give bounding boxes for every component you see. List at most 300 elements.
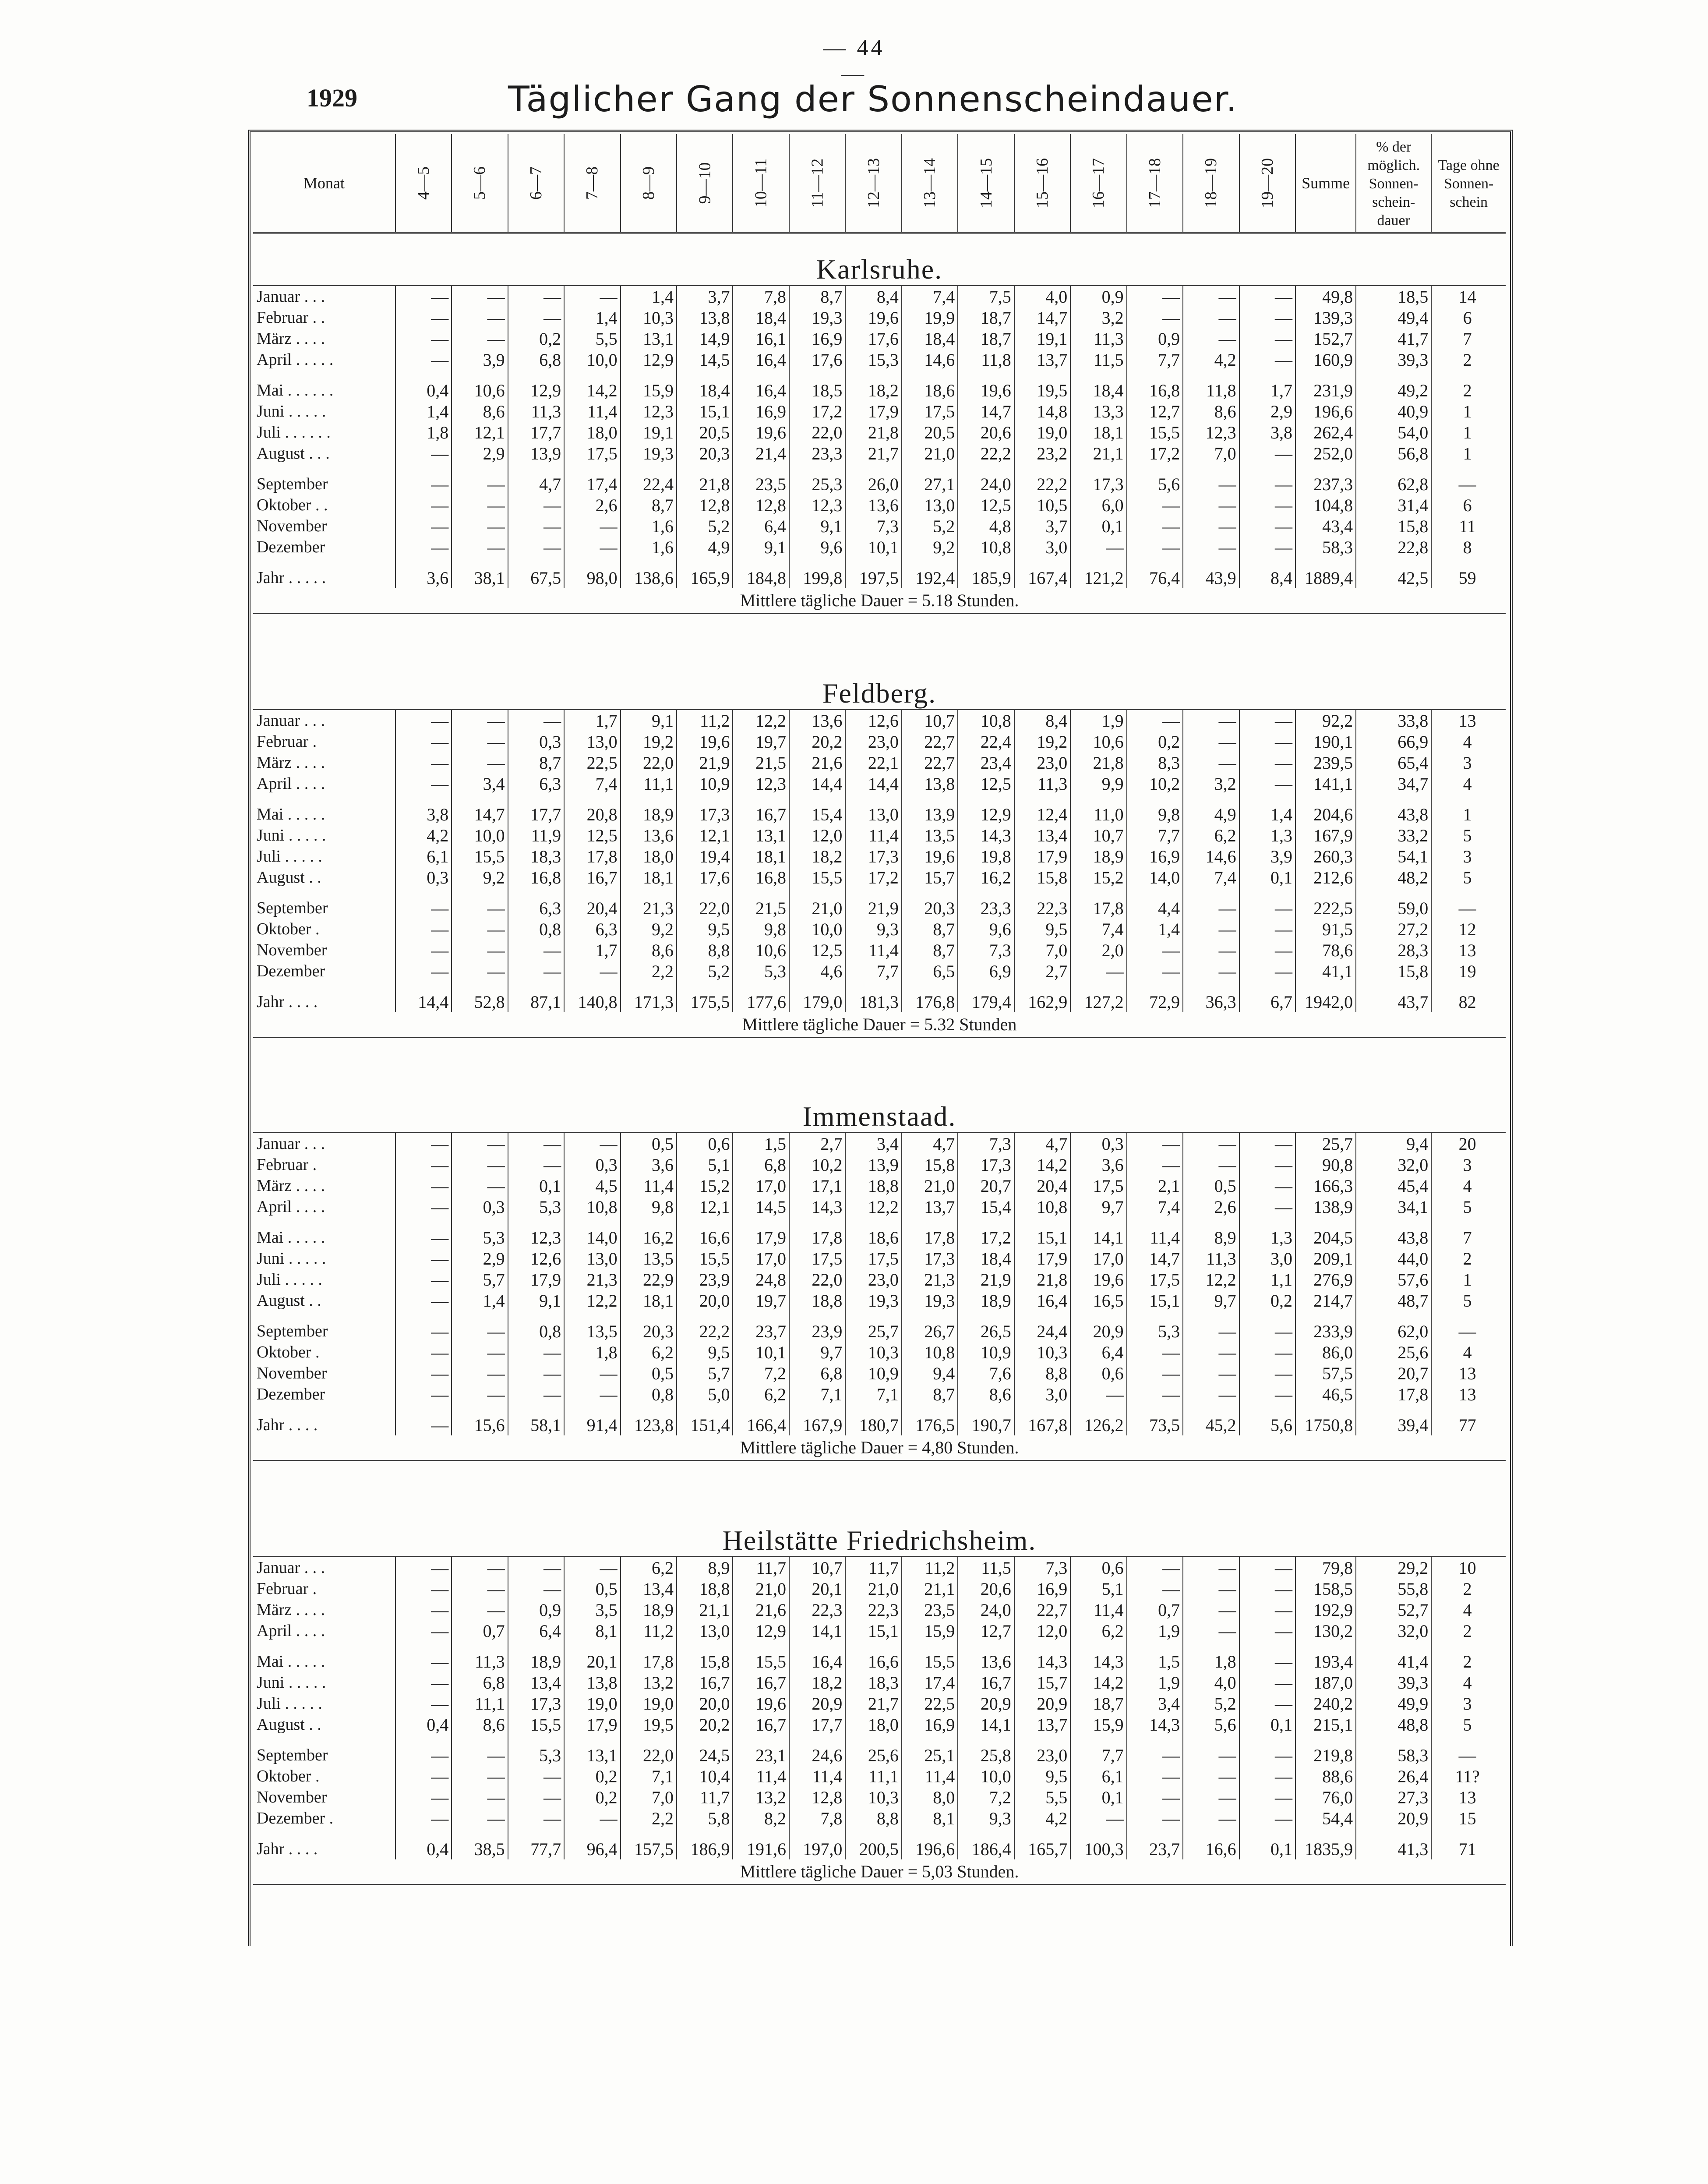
table-cell: 13 bbox=[1458, 1787, 1476, 1807]
table-cell: — bbox=[1239, 1384, 1295, 1405]
table-cell: — bbox=[395, 752, 452, 773]
table-cell: 17,5 bbox=[789, 1248, 845, 1269]
table-cell: 19 bbox=[1458, 961, 1476, 981]
table-cell: — bbox=[1183, 940, 1239, 961]
table-row bbox=[253, 982, 1506, 1012]
table-cell: — bbox=[395, 307, 452, 328]
table-cell: 17,4 bbox=[902, 1672, 958, 1693]
table-cell: — bbox=[564, 1557, 620, 1579]
table-cell: — bbox=[508, 1384, 564, 1405]
header-hour-8-label: 12—13 bbox=[864, 158, 883, 208]
table-cell: 24,0 bbox=[958, 464, 1014, 495]
table-cell: 16,9 bbox=[733, 401, 789, 422]
table-cell: 16,9 bbox=[1014, 1578, 1070, 1599]
table-cell: 190,1 bbox=[1295, 731, 1356, 752]
table-cell: 6,5 bbox=[902, 961, 958, 982]
table-cell: 0,4 bbox=[395, 1829, 452, 1859]
table-cell: 3,4 bbox=[452, 773, 508, 794]
table-cell: 0,2 bbox=[1127, 731, 1183, 752]
table-cell: 3,6 bbox=[1070, 1154, 1126, 1175]
table-row bbox=[253, 1735, 1506, 1766]
table-cell: 4,0 bbox=[1014, 286, 1070, 307]
table-cell: 5,2 bbox=[677, 516, 733, 537]
header-hour-5 bbox=[677, 134, 733, 233]
table-cell: 7 bbox=[1463, 1227, 1472, 1247]
table-cell: — bbox=[1127, 516, 1183, 537]
table-cell: 57,5 bbox=[1295, 1363, 1356, 1384]
table-cell: 3,5 bbox=[564, 1599, 620, 1620]
table-row bbox=[253, 1693, 1506, 1714]
table-row bbox=[253, 464, 1506, 495]
table-cell: 121,2 bbox=[1070, 558, 1126, 588]
table-cell: 0,1 bbox=[1070, 516, 1126, 537]
table-cell: 5,5 bbox=[564, 328, 620, 349]
header-hour-4-label: 8—9 bbox=[639, 166, 658, 200]
header-days-without-sun bbox=[1431, 134, 1506, 233]
table-cell: 43,8 bbox=[1356, 1217, 1431, 1248]
month-label: Dezember . bbox=[253, 1808, 395, 1829]
table-cell: 0,6 bbox=[677, 1133, 733, 1155]
table-cell: — bbox=[1239, 1363, 1295, 1384]
table-cell: 7,4 bbox=[902, 286, 958, 307]
table-cell: — bbox=[452, 1808, 508, 1829]
table-row bbox=[253, 825, 1506, 846]
table-cell: 14,7 bbox=[1127, 1248, 1183, 1269]
table-cell: 4 bbox=[1463, 774, 1472, 794]
table-cell: 10,4 bbox=[677, 1766, 733, 1787]
table-cell: 6,4 bbox=[733, 516, 789, 537]
table-cell: 14,9 bbox=[677, 328, 733, 349]
table-cell: 8,9 bbox=[677, 1557, 733, 1579]
table-cell: 262,4 bbox=[1295, 422, 1356, 443]
table-cell: 16,4 bbox=[733, 370, 789, 401]
table-cell: 13,1 bbox=[621, 328, 677, 349]
table-cell: 4,2 bbox=[1014, 1808, 1070, 1829]
table-cell: 12,7 bbox=[958, 1620, 1014, 1641]
table-cell: — bbox=[564, 537, 620, 558]
table-cell: 6,8 bbox=[789, 1363, 845, 1384]
table-cell: — bbox=[395, 1808, 452, 1829]
table-cell: 21,0 bbox=[733, 1578, 789, 1599]
table-cell: 1942,0 bbox=[1295, 982, 1356, 1012]
table-cell: 6,8 bbox=[733, 1154, 789, 1175]
table-cell: 12,7 bbox=[1127, 401, 1183, 422]
month-label: Jahr . . . . . bbox=[253, 558, 395, 588]
table-row bbox=[253, 422, 1506, 443]
table-cell: 181,3 bbox=[845, 982, 901, 1012]
table-cell: — bbox=[395, 537, 452, 558]
table-cell: 27,3 bbox=[1356, 1787, 1431, 1808]
table-cell: — bbox=[452, 1557, 508, 1579]
table-cell: 8,7 bbox=[902, 940, 958, 961]
table-cell: 14,3 bbox=[958, 825, 1014, 846]
table-cell: 1,8 bbox=[1183, 1641, 1239, 1672]
table-cell: — bbox=[395, 710, 452, 732]
table-cell: 82 bbox=[1458, 992, 1476, 1012]
table-cell: 16,2 bbox=[958, 867, 1014, 888]
table-cell: 17,5 bbox=[845, 1248, 901, 1269]
table-cell: 7,2 bbox=[733, 1363, 789, 1384]
table-cell: 9,8 bbox=[733, 919, 789, 940]
table-cell: 1,5 bbox=[1127, 1641, 1183, 1672]
table-cell: 15,8 bbox=[902, 1154, 958, 1175]
table-cell: — bbox=[452, 1311, 508, 1342]
table-cell: 16,7 bbox=[733, 1714, 789, 1735]
table-cell: — bbox=[1127, 286, 1183, 307]
table-cell: 12,2 bbox=[733, 710, 789, 732]
table-cell: 2 bbox=[1463, 350, 1472, 370]
table-cell: 20,7 bbox=[1356, 1363, 1431, 1384]
table-cell: 42,5 bbox=[1356, 558, 1431, 588]
table-cell: 2,7 bbox=[789, 1133, 845, 1155]
table-cell: 18,1 bbox=[621, 1290, 677, 1311]
table-cell: — bbox=[1183, 888, 1239, 919]
table-row bbox=[253, 1787, 1506, 1808]
table-cell: 31,4 bbox=[1356, 495, 1431, 516]
table-cell: 13,9 bbox=[845, 1154, 901, 1175]
table-cell: 49,2 bbox=[1356, 370, 1431, 401]
table-cell: 162,9 bbox=[1014, 982, 1070, 1012]
table-cell: 14,7 bbox=[958, 401, 1014, 422]
table-cell: 15,9 bbox=[621, 370, 677, 401]
table-cell: 20,8 bbox=[564, 794, 620, 825]
header-hour-14-label: 18—19 bbox=[1202, 158, 1221, 208]
table-cell: 1,7 bbox=[1239, 370, 1295, 401]
table-cell: — bbox=[1239, 888, 1295, 919]
table-cell: 0,9 bbox=[1127, 328, 1183, 349]
table-cell: 17,8 bbox=[1356, 1384, 1431, 1405]
table-cell: 26,0 bbox=[845, 464, 901, 495]
table-cell: 6,4 bbox=[1070, 1342, 1126, 1363]
table-cell: 21,9 bbox=[958, 1269, 1014, 1290]
table-cell: 4 bbox=[1463, 732, 1472, 752]
table-cell: 17,4 bbox=[564, 464, 620, 495]
table-cell: 0,8 bbox=[621, 1384, 677, 1405]
table-cell: 15,8 bbox=[1014, 867, 1070, 888]
table-cell: — bbox=[1239, 940, 1295, 961]
table-cell: 185,9 bbox=[958, 558, 1014, 588]
table-cell: 15 bbox=[1458, 1808, 1476, 1828]
table-cell: 8,9 bbox=[1183, 1217, 1239, 1248]
table-cell: 13,1 bbox=[733, 825, 789, 846]
table-cell: — bbox=[1183, 1808, 1239, 1829]
table-cell: 17,3 bbox=[508, 1693, 564, 1714]
table-cell: — bbox=[452, 752, 508, 773]
month-label: Jahr . . . . bbox=[253, 982, 395, 1012]
table-cell: 12,0 bbox=[789, 825, 845, 846]
table-cell: 13,4 bbox=[508, 1672, 564, 1693]
table-cell: — bbox=[452, 1787, 508, 1808]
table-cell: 8,7 bbox=[902, 919, 958, 940]
table-cell: 15,8 bbox=[1356, 516, 1431, 537]
table-cell: 186,4 bbox=[958, 1829, 1014, 1859]
table-cell: 130,2 bbox=[1295, 1620, 1356, 1641]
table-cell: 17,9 bbox=[733, 1217, 789, 1248]
table-cell: 8,3 bbox=[1127, 752, 1183, 773]
table-cell: 18,9 bbox=[621, 1599, 677, 1620]
table-cell: 10,7 bbox=[1070, 825, 1126, 846]
table-cell: 24,5 bbox=[677, 1735, 733, 1766]
table-cell: 41,1 bbox=[1295, 961, 1356, 982]
table-cell: 52,8 bbox=[452, 982, 508, 1012]
table-cell: 0,7 bbox=[1127, 1599, 1183, 1620]
header-hour-15 bbox=[1239, 134, 1295, 233]
table-cell: 8,7 bbox=[508, 752, 564, 773]
month-label: August . . bbox=[253, 867, 395, 888]
month-label: Juni . . . . . bbox=[253, 1248, 395, 1269]
table-cell: 192,4 bbox=[902, 558, 958, 588]
table-row bbox=[253, 1154, 1506, 1175]
table-cell: 6,2 bbox=[621, 1557, 677, 1579]
table-cell: 7,8 bbox=[789, 1808, 845, 1829]
table-cell: 10,8 bbox=[958, 710, 1014, 732]
table-cell: 17,9 bbox=[1014, 846, 1070, 867]
station-table bbox=[253, 1556, 1506, 1859]
table-cell: — bbox=[1239, 919, 1295, 940]
table-cell: 12,1 bbox=[677, 825, 733, 846]
table-cell: — bbox=[1239, 1557, 1295, 1579]
table-cell: 11,3 bbox=[508, 401, 564, 422]
table-cell: 14,3 bbox=[789, 1196, 845, 1217]
table-cell: 43,8 bbox=[1356, 794, 1431, 825]
table-cell: 7,0 bbox=[1014, 940, 1070, 961]
table-cell: 1 bbox=[1463, 443, 1472, 463]
table-cell: 22,2 bbox=[677, 1311, 733, 1342]
table-cell: 11,5 bbox=[958, 1557, 1014, 1579]
table-cell: — bbox=[452, 731, 508, 752]
table-row bbox=[253, 286, 1506, 307]
table-cell: 19,3 bbox=[789, 307, 845, 328]
table-cell: 15,6 bbox=[452, 1405, 508, 1435]
table-cell: 6,3 bbox=[564, 919, 620, 940]
table-cell: 0,5 bbox=[621, 1363, 677, 1384]
table-cell: 15,9 bbox=[902, 1620, 958, 1641]
table-cell: 167,9 bbox=[789, 1405, 845, 1435]
table-cell: 15,1 bbox=[1127, 1290, 1183, 1311]
table-cell: 3,8 bbox=[1239, 422, 1295, 443]
table-cell: 22,2 bbox=[958, 443, 1014, 464]
table-cell: 9,5 bbox=[1014, 919, 1070, 940]
table-cell: — bbox=[1070, 961, 1126, 982]
table-cell: 0,9 bbox=[1070, 286, 1126, 307]
table-cell: 21,0 bbox=[902, 443, 958, 464]
table-cell: 0,5 bbox=[621, 1133, 677, 1155]
table-cell: 13,7 bbox=[1014, 1714, 1070, 1735]
table-cell: 43,7 bbox=[1356, 982, 1431, 1012]
table-cell: 9,7 bbox=[789, 1342, 845, 1363]
table-cell: 7,7 bbox=[1127, 825, 1183, 846]
table-cell: 12,2 bbox=[1183, 1269, 1239, 1290]
table-cell: 17,5 bbox=[564, 443, 620, 464]
table-cell: 39,4 bbox=[1356, 1405, 1431, 1435]
table-cell: 0,1 bbox=[1239, 1714, 1295, 1735]
table-row bbox=[253, 1311, 1506, 1342]
table-cell: 22,4 bbox=[621, 464, 677, 495]
table-cell: 23,5 bbox=[733, 464, 789, 495]
table-cell: 5,3 bbox=[508, 1196, 564, 1217]
table-cell: 23,0 bbox=[845, 731, 901, 752]
table-cell: 191,6 bbox=[733, 1829, 789, 1859]
table-cell: 214,7 bbox=[1295, 1290, 1356, 1311]
table-cell: 16,9 bbox=[1127, 846, 1183, 867]
table-cell: — bbox=[395, 961, 452, 982]
table-cell: 2,2 bbox=[621, 1808, 677, 1829]
month-label: Juli . . . . . bbox=[253, 846, 395, 867]
table-cell: 27,1 bbox=[902, 464, 958, 495]
table-cell: 138,9 bbox=[1295, 1196, 1356, 1217]
table-cell: 36,3 bbox=[1183, 982, 1239, 1012]
table-row bbox=[253, 1578, 1506, 1599]
table-cell: 14,0 bbox=[564, 1217, 620, 1248]
header-hour-6-label: 10—11 bbox=[752, 158, 770, 208]
table-cell: 8,8 bbox=[845, 1808, 901, 1829]
table-cell: 20,5 bbox=[677, 422, 733, 443]
table-cell: 1,3 bbox=[1239, 825, 1295, 846]
table-cell: 8,0 bbox=[902, 1787, 958, 1808]
month-label: April . . . . bbox=[253, 1196, 395, 1217]
table-cell: 21,9 bbox=[845, 888, 901, 919]
table-cell: — bbox=[395, 1693, 452, 1714]
table-cell: 1,4 bbox=[1239, 794, 1295, 825]
table-cell: 13,9 bbox=[508, 443, 564, 464]
table-cell: 12,8 bbox=[733, 495, 789, 516]
table-cell: 17,8 bbox=[564, 846, 620, 867]
table-cell: 10,0 bbox=[564, 349, 620, 370]
table-cell: 9,9 bbox=[1070, 773, 1126, 794]
table-cell: 11,7 bbox=[677, 1787, 733, 1808]
table-cell: 10,3 bbox=[621, 307, 677, 328]
table-cell: 1,4 bbox=[1127, 919, 1183, 940]
table-cell: 7,1 bbox=[789, 1384, 845, 1405]
header-hour-10 bbox=[958, 134, 1014, 233]
table-cell: — bbox=[508, 961, 564, 982]
table-cell: 12,3 bbox=[508, 1217, 564, 1248]
table-cell: — bbox=[1239, 752, 1295, 773]
table-cell: — bbox=[452, 286, 508, 307]
table-cell: 6,1 bbox=[395, 846, 452, 867]
table-cell: 22,5 bbox=[564, 752, 620, 773]
table-cell: 8,6 bbox=[452, 1714, 508, 1735]
table-row bbox=[253, 1714, 1506, 1735]
table-cell: 10,6 bbox=[733, 940, 789, 961]
table-cell: — bbox=[508, 1133, 564, 1155]
table-cell: 5,7 bbox=[677, 1363, 733, 1384]
table-cell: 18,0 bbox=[621, 846, 677, 867]
table-cell: 10,8 bbox=[1014, 1196, 1070, 1217]
table-cell: 13,0 bbox=[677, 1620, 733, 1641]
table-cell: 167,8 bbox=[1014, 1405, 1070, 1435]
page-title: Täglicher Gang der Sonnenscheindauer. bbox=[508, 79, 1238, 120]
table-cell: — bbox=[508, 307, 564, 328]
table-cell: 5 bbox=[1463, 1290, 1472, 1311]
table-cell: 13,1 bbox=[564, 1735, 620, 1766]
table-cell: 88,6 bbox=[1295, 1766, 1356, 1787]
table-cell: 1,1 bbox=[1239, 1269, 1295, 1290]
table-cell: 9,1 bbox=[621, 710, 677, 732]
table-cell: 0,1 bbox=[1239, 867, 1295, 888]
table-cell: 46,5 bbox=[1295, 1384, 1356, 1405]
table-cell: 23,9 bbox=[677, 1269, 733, 1290]
table-cell: 19,6 bbox=[845, 307, 901, 328]
table-row bbox=[253, 773, 1506, 794]
table-cell: 12,1 bbox=[677, 1196, 733, 1217]
table-cell: 179,4 bbox=[958, 982, 1014, 1012]
table-cell: 6,0 bbox=[1070, 495, 1126, 516]
table-cell: 1,6 bbox=[621, 516, 677, 537]
table-cell: 25,1 bbox=[902, 1735, 958, 1766]
table-cell: 18,3 bbox=[845, 1672, 901, 1693]
table-cell: — bbox=[1127, 1133, 1183, 1155]
table-cell: 197,5 bbox=[845, 558, 901, 588]
table-cell: 4,0 bbox=[1183, 1672, 1239, 1693]
month-label: November bbox=[253, 1787, 395, 1808]
table-cell: 9,8 bbox=[621, 1196, 677, 1217]
table-row bbox=[253, 1269, 1506, 1290]
table-cell: 1835,9 bbox=[1295, 1829, 1356, 1859]
table-cell: 19,0 bbox=[1014, 422, 1070, 443]
table-cell: 180,7 bbox=[845, 1405, 901, 1435]
table-cell: 44,0 bbox=[1356, 1248, 1431, 1269]
table-cell: 10,9 bbox=[958, 1342, 1014, 1363]
table-cell: — bbox=[452, 1735, 508, 1766]
table-cell: 9,1 bbox=[508, 1290, 564, 1311]
table-cell: 38,5 bbox=[452, 1829, 508, 1859]
table-cell: 3,6 bbox=[395, 558, 452, 588]
month-label: Juni . . . . . bbox=[253, 825, 395, 846]
table-cell: 15,5 bbox=[452, 846, 508, 867]
table-cell: 6,1 bbox=[1070, 1766, 1126, 1787]
table-cell: 11,4 bbox=[564, 401, 620, 422]
table-cell: 18,0 bbox=[845, 1714, 901, 1735]
table-cell: — bbox=[395, 1363, 452, 1384]
table-cell: 4,7 bbox=[508, 464, 564, 495]
table-cell: 7,0 bbox=[621, 1787, 677, 1808]
table-cell: 11,3 bbox=[1183, 1248, 1239, 1269]
table-cell: 5,5 bbox=[1014, 1787, 1070, 1808]
table-cell: — bbox=[1239, 710, 1295, 732]
header-month-label: Monat bbox=[303, 174, 345, 192]
table-cell: 34,1 bbox=[1356, 1196, 1431, 1217]
header-hour-12 bbox=[1070, 134, 1126, 233]
table-cell: 11,2 bbox=[902, 1557, 958, 1579]
table-cell: 9,2 bbox=[452, 867, 508, 888]
table-cell: — bbox=[1239, 1154, 1295, 1175]
table-cell: — bbox=[508, 495, 564, 516]
table-cell: 11? bbox=[1455, 1766, 1480, 1786]
table-cell: 10,0 bbox=[789, 919, 845, 940]
table-cell: 22,3 bbox=[845, 1599, 901, 1620]
table-cell: 15,1 bbox=[1014, 1217, 1070, 1248]
month-label: Januar . . . bbox=[253, 1557, 395, 1579]
table-cell: 20 bbox=[1458, 1134, 1476, 1154]
table-cell: — bbox=[395, 349, 452, 370]
table-cell: 1 bbox=[1463, 422, 1472, 442]
table-row bbox=[253, 1557, 1506, 1579]
table-cell: 152,7 bbox=[1295, 328, 1356, 349]
table-cell: 11,9 bbox=[508, 825, 564, 846]
table-cell: — bbox=[564, 1133, 620, 1155]
table-cell: 22,2 bbox=[1014, 464, 1070, 495]
table-cell: 17,7 bbox=[789, 1714, 845, 1735]
table-cell: 58,1 bbox=[508, 1405, 564, 1435]
table-cell: 13,0 bbox=[902, 495, 958, 516]
table-cell: 17,9 bbox=[564, 1714, 620, 1735]
table-cell: 0,5 bbox=[564, 1578, 620, 1599]
table-cell: 14,3 bbox=[1070, 1641, 1126, 1672]
table-cell: 20,1 bbox=[564, 1641, 620, 1672]
table-cell: 20,0 bbox=[677, 1693, 733, 1714]
table-cell: — bbox=[508, 940, 564, 961]
